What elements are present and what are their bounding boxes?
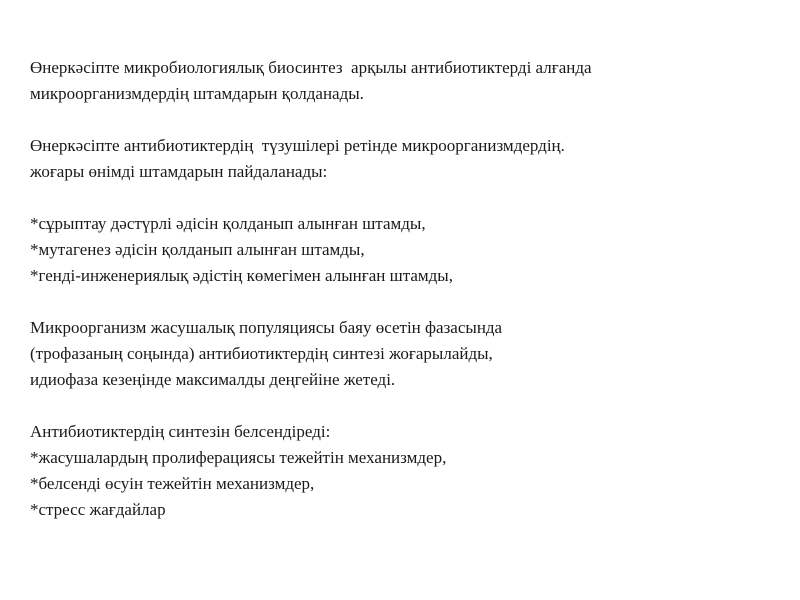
paragraph-strain-methods-list [30,211,790,289]
list-item: *белсенді өсуін тежейтін механизмдер, [30,474,315,493]
list-item: *мутагенез әдісін қолданып алынған штамды, [30,240,365,259]
slide-text-body [30,55,790,523]
text-line: Антибиотиктердің синтезін белсендіреді: [30,422,331,441]
list-item: *стресс жағдайлар [30,500,166,519]
paragraph-synthesis-activators [30,419,790,523]
text-line: микроорганизмдердің штамдарын қолданады. [30,84,364,103]
text-line: (трофазаның соңында) антибиотиктердің синтезі жоғарылайды, [30,344,493,363]
text-line: идиофаза кезеңінде максималды деңгейіне жетеді. [30,370,396,389]
list-item: *сұрыптау дәстүрлі әдісін қолданып алынған штамды, [30,214,426,233]
paragraph-producer-strains [30,133,790,185]
list-item: *жасушалардың пролиферациясы тежейтін механизмдер, [30,448,447,467]
text-line: Өнеркәсіпте антибиотиктердің түзушілері ретінде микроорганизмдердің. [30,136,565,155]
paragraph-growth-phase [30,315,790,393]
list-item: *генді-инженериялық әдістің көмегімен алынған штамды, [30,266,453,285]
text-line: Өнеркәсіпте микробиологиялық биосинтез арқылы антибиотиктерді алғанда [30,58,592,77]
paragraph-industrial-biosynthesis [30,55,790,107]
text-line: жоғары өнімді штамдарын пайдаланады: [30,162,328,181]
text-line: Микроорганизм жасушалық популяциясы баяу өсетін фазасында [30,318,503,337]
